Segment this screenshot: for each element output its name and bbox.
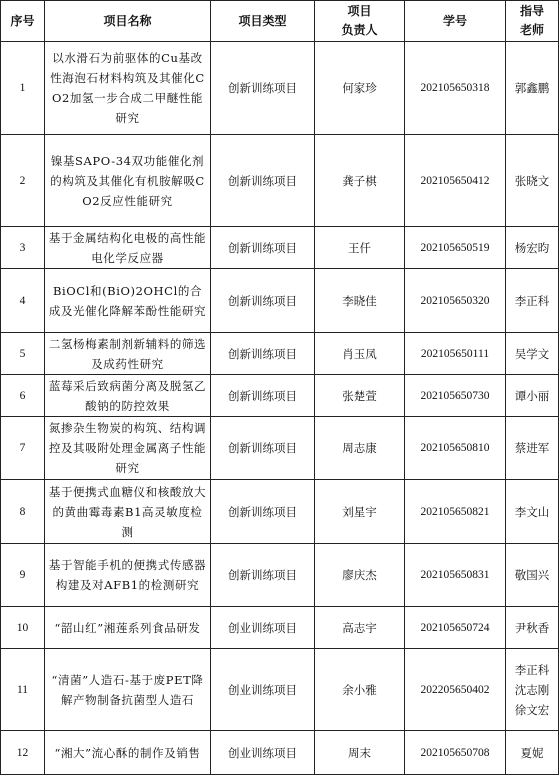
row-seq: 1 — [1, 42, 45, 135]
header-row — [1, 1, 559, 42]
advisor-name: 蔡进军 — [506, 417, 559, 480]
row-seq: 6 — [1, 375, 45, 417]
leader-name: 余小雅 — [315, 649, 405, 731]
project-type: 创新训练项目 — [211, 417, 315, 480]
advisor-name: 郭鑫鹏 — [506, 42, 559, 135]
table-row — [1, 417, 559, 480]
header-leader-line1: 项目 — [347, 4, 372, 18]
header-advisor — [506, 1, 559, 42]
student-id: 202105650412 — [405, 135, 506, 227]
project-type: 创新训练项目 — [211, 135, 315, 227]
project-name: 基于智能手机的便携式传感器构建及对AFB1的检测研究 — [45, 544, 211, 607]
student-id: 202105650111 — [405, 333, 506, 375]
student-id: 202105650810 — [405, 417, 506, 480]
advisor-name: 吴学文 — [506, 333, 559, 375]
leader-name: 刘星宇 — [315, 480, 405, 544]
project-name: “韶山红”湘莲系列食品研发 — [45, 607, 211, 649]
advisor-name: 杨宏昀 — [506, 227, 559, 269]
header-project-name: 项目名称 — [45, 1, 211, 42]
advisor-name: 夏妮 — [506, 731, 559, 775]
leader-name: 周志康 — [315, 417, 405, 480]
project-type: 创新训练项目 — [211, 42, 315, 135]
project-name: “湘大”流心酥的制作及销售 — [45, 731, 211, 775]
project-name: 以水滑石为前驱体的Cu基改性海泡石材料构筑及其催化CO2加氢一步合成二甲醚性能研究 — [45, 42, 211, 135]
row-seq: 4 — [1, 269, 45, 333]
project-name: 镍基SAPO-34双功能催化剂的构筑及其催化有机胺解吸CO2反应性能研究 — [45, 135, 211, 227]
student-id: 202105650730 — [405, 375, 506, 417]
row-seq: 3 — [1, 227, 45, 269]
table-row — [1, 135, 559, 227]
project-type: 创新训练项目 — [211, 333, 315, 375]
header-advisor-line2: 老师 — [519, 23, 544, 37]
table-row — [1, 607, 559, 649]
advisor-name: 尹秋香 — [506, 607, 559, 649]
row-seq: 12 — [1, 731, 45, 775]
project-type: 创业训练项目 — [211, 731, 315, 775]
row-seq: 5 — [1, 333, 45, 375]
leader-name: 周末 — [315, 731, 405, 775]
project-type: 创新训练项目 — [211, 480, 315, 544]
header-leader — [315, 1, 405, 42]
header-seq: 序号 — [1, 1, 45, 42]
student-id: 202105650821 — [405, 480, 506, 544]
student-id: 202105650708 — [405, 731, 506, 775]
student-id: 202105650519 — [405, 227, 506, 269]
project-name: 氮掺杂生物炭的构筑、结构调控及其吸附处理金属离子性能研究 — [45, 417, 211, 480]
advisor-name: 徐文宏 — [514, 702, 550, 717]
advisor-name: 谭小丽 — [506, 375, 559, 417]
advisor-name: 李正科 — [514, 662, 550, 677]
project-type: 创新训练项目 — [211, 227, 315, 269]
advisor-name: 张晓文 — [506, 135, 559, 227]
leader-name: 张楚萱 — [315, 375, 405, 417]
header-project-type: 项目类型 — [211, 1, 315, 42]
project-name: 基于金属结构化电极的高性能电化学反应器 — [45, 227, 211, 269]
project-name: 二氢杨梅素制剂新辅料的筛选及成药性研究 — [45, 333, 211, 375]
row-seq: 2 — [1, 135, 45, 227]
student-id: 202105650320 — [405, 269, 506, 333]
header-leader-line2: 负责人 — [341, 23, 378, 37]
project-type: 创新训练项目 — [211, 269, 315, 333]
project-type: 创新训练项目 — [211, 375, 315, 417]
row-seq: 10 — [1, 607, 45, 649]
table-row — [1, 333, 559, 375]
project-type: 创新训练项目 — [211, 544, 315, 607]
advisor-list — [506, 649, 559, 731]
header-advisor-line1: 指导 — [519, 4, 544, 18]
header-student-id: 学号 — [405, 1, 506, 42]
advisor-name: 李正科 — [506, 269, 559, 333]
leader-name: 龚子棋 — [315, 135, 405, 227]
table-row — [1, 227, 559, 269]
leader-name: 肖玉凤 — [315, 333, 405, 375]
row-seq: 11 — [1, 649, 45, 731]
leader-name: 李晓佳 — [315, 269, 405, 333]
project-name: 蓝莓采后致病菌分离及脱氢乙酸钠的防控效果 — [45, 375, 211, 417]
student-id: 202105650724 — [405, 607, 506, 649]
table-row — [1, 480, 559, 544]
project-name: 基于便携式血糖仪和核酸放大的黄曲霉毒素B1高灵敏度检测 — [45, 480, 211, 544]
leader-name: 廖庆杰 — [315, 544, 405, 607]
row-seq: 9 — [1, 544, 45, 607]
project-type: 创业训练项目 — [211, 649, 315, 731]
table-row — [1, 375, 559, 417]
table-row — [1, 544, 559, 607]
leader-name: 高志宇 — [315, 607, 405, 649]
advisor-name: 敬国兴 — [506, 544, 559, 607]
advisor-name: 李文山 — [506, 480, 559, 544]
row-seq: 7 — [1, 417, 45, 480]
table-row — [1, 731, 559, 775]
table-row — [1, 42, 559, 135]
student-id: 202205650402 — [405, 649, 506, 731]
student-id: 202105650318 — [405, 42, 506, 135]
leader-name: 何家珍 — [315, 42, 405, 135]
project-type: 创业训练项目 — [211, 607, 315, 649]
project-name: BiOCl和(BiO)2OHCl的合成及光催化降解苯酚性能研究 — [45, 269, 211, 333]
project-name: “清菌”人造石-基于废PET降解产物制备抗菌型人造石 — [45, 649, 211, 731]
student-id: 202105650831 — [405, 544, 506, 607]
leader-name: 王仟 — [315, 227, 405, 269]
table-row — [1, 269, 559, 333]
row-seq: 8 — [1, 480, 45, 544]
table-row — [1, 649, 559, 731]
advisor-name: 沈志刚 — [514, 682, 550, 697]
